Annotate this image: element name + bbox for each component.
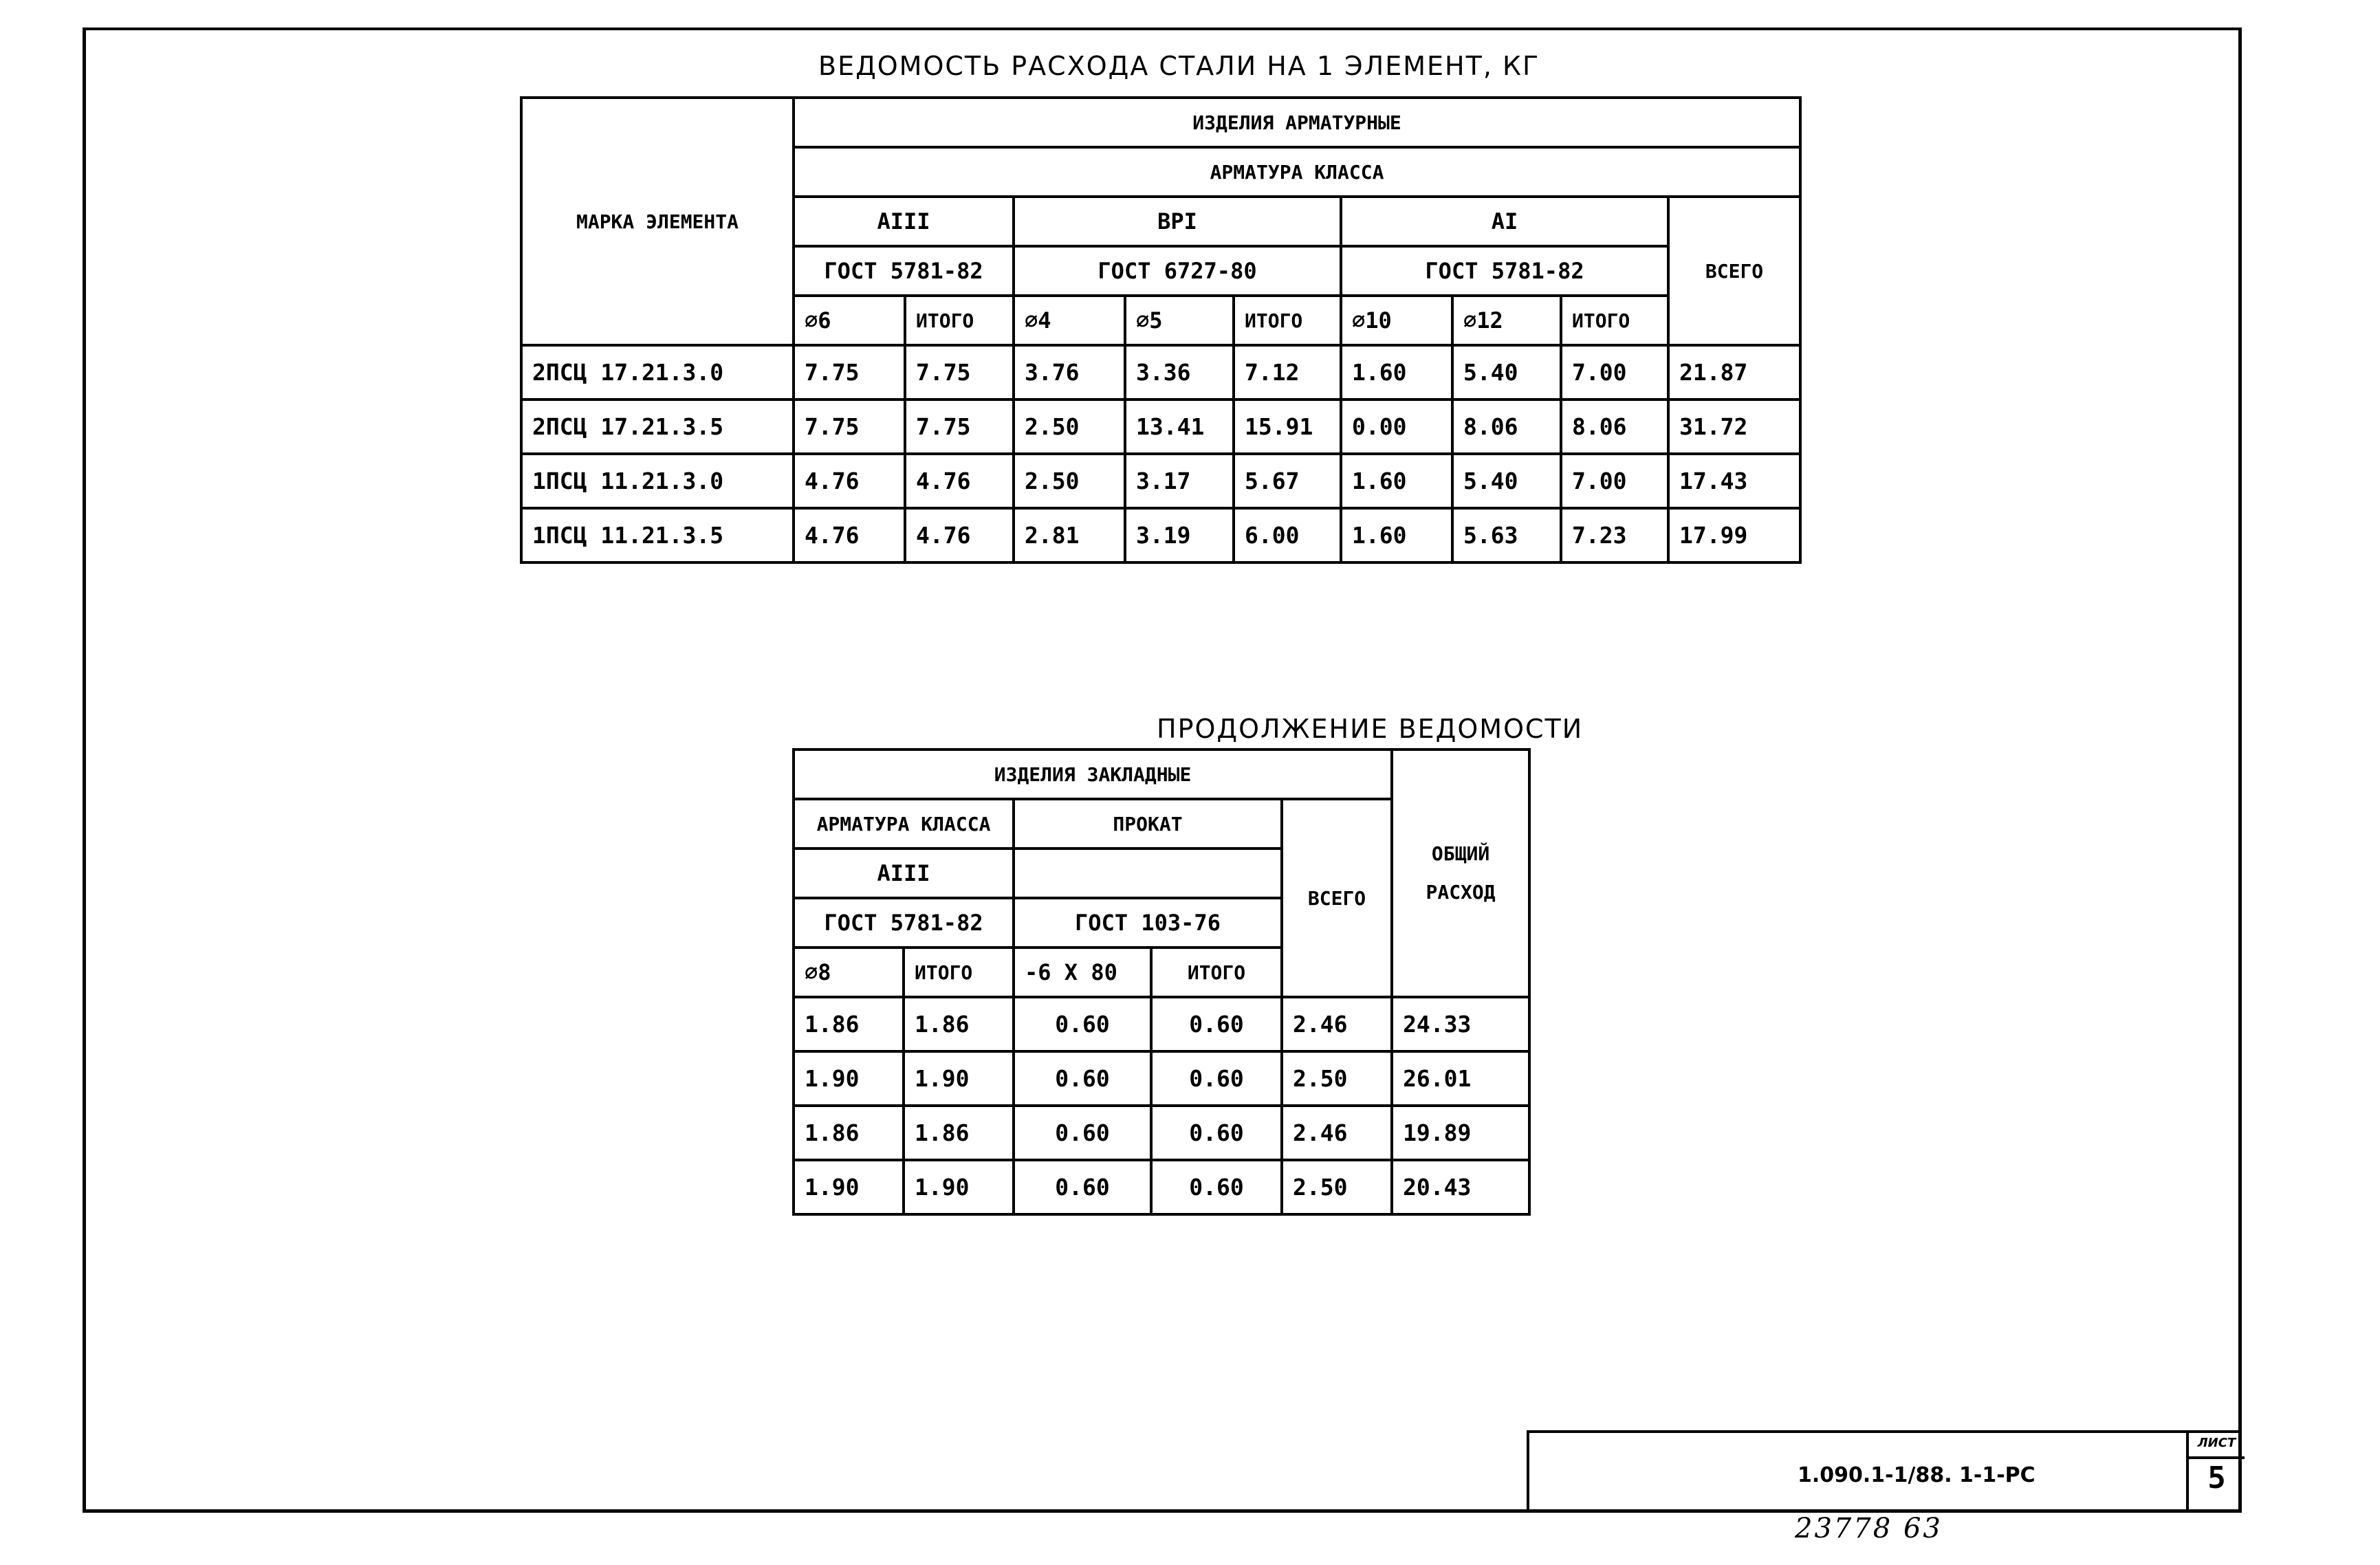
total-header: ВСЕГО (1282, 799, 1392, 997)
sub-plate: -6 X 80 (1014, 948, 1151, 997)
cell: 4.76 (905, 508, 1014, 562)
cell: 7.75 (905, 345, 1014, 400)
cell: 24.33 (1392, 997, 1529, 1051)
drawing-frame-top (83, 28, 2242, 30)
cell: 2.46 (1282, 997, 1392, 1051)
cell: 5.67 (1234, 454, 1341, 508)
cell: 5.63 (1452, 508, 1561, 562)
group-header: ИЗДЕЛИЯ АРМАТУРНЫЕ (794, 98, 1800, 147)
cell: 17.43 (1668, 454, 1800, 508)
gost-bpi: ГОСТ 6727-80 (1014, 246, 1341, 296)
common-header (1392, 749, 1529, 997)
cell: 4.76 (794, 508, 905, 562)
cell: 26.01 (1392, 1051, 1529, 1106)
cell: 1.86 (904, 1106, 1014, 1160)
gost-prokat: ГОСТ 103-76 (1014, 898, 1282, 948)
sub-d4: ∅4 (1014, 296, 1125, 345)
class-aiii: AIII (794, 197, 1014, 246)
cell: 7.12 (1234, 345, 1341, 400)
cell: 31.72 (1668, 400, 1800, 454)
sub-total-prokat: ИТОГО (1151, 948, 1282, 997)
table-row (521, 454, 1800, 508)
steel-table-main (520, 96, 1802, 564)
cell: 1.86 (794, 997, 904, 1051)
cell: 2.50 (1014, 400, 1125, 454)
row-mark: 1ПСЦ 11.21.3.0 (521, 454, 794, 508)
table-row (521, 508, 1800, 562)
cell: 2.46 (1282, 1106, 1392, 1160)
sub-total-aiii: ИТОГО (905, 296, 1014, 345)
document-code: 1.090.1-1/88. 1-1-РС (1798, 1463, 2035, 1487)
class-aiii: AIII (794, 849, 1014, 898)
table-row (521, 400, 1800, 454)
sub-d5: ∅5 (1125, 296, 1234, 345)
common-line2: РАСХОД (1426, 881, 1496, 904)
cell: 5.40 (1452, 454, 1561, 508)
cell: 1.90 (904, 1051, 1014, 1106)
cell: 2.50 (1014, 454, 1125, 508)
cell: 7.00 (1561, 345, 1668, 400)
sub-d10: ∅10 (1341, 296, 1452, 345)
cell: 1.86 (904, 997, 1014, 1051)
cell: 1.60 (1341, 508, 1452, 562)
cell: 3.17 (1125, 454, 1234, 508)
row-mark: 2ПСЦ 17.21.3.0 (521, 345, 794, 400)
table-row (794, 997, 1529, 1051)
cell: 7.75 (794, 345, 905, 400)
cell: 1.60 (1341, 345, 1452, 400)
cell: 0.60 (1014, 1051, 1151, 1106)
cell: 4.76 (794, 454, 905, 508)
sheet-box (2186, 1433, 2245, 1513)
class-header: АРМАТУРА КЛАССА (794, 147, 1800, 197)
inventory-number: 23778 63 (1795, 1513, 1943, 1544)
cell: 0.60 (1151, 1160, 1282, 1214)
cell: 7.23 (1561, 508, 1668, 562)
cell: 7.00 (1561, 454, 1668, 508)
gost-ai: ГОСТ 5781-82 (1341, 246, 1668, 296)
cell: 3.76 (1014, 345, 1125, 400)
cell: 4.76 (905, 454, 1014, 508)
sub-total-aiii: ИТОГО (904, 948, 1014, 997)
cell: 7.75 (794, 400, 905, 454)
mark-header: МАРКА ЭЛЕМЕНТА (521, 98, 794, 345)
row-mark: 1ПСЦ 11.21.3.5 (521, 508, 794, 562)
cell: 2.81 (1014, 508, 1125, 562)
title-block (1527, 1430, 2242, 1513)
sheet-number: 5 (2207, 1460, 2226, 1496)
cell: 1.86 (794, 1106, 904, 1160)
cell: 7.75 (905, 400, 1014, 454)
cell: 5.40 (1452, 345, 1561, 400)
table-row (794, 1160, 1529, 1214)
cell: 1.60 (1341, 454, 1452, 508)
common-line1: ОБЩИЙ (1431, 842, 1490, 865)
cell: 1.90 (794, 1051, 904, 1106)
cell: 0.60 (1014, 1106, 1151, 1160)
sub-d6: ∅6 (794, 296, 905, 345)
cell: 1.90 (904, 1160, 1014, 1214)
gost-aiii: ГОСТ 5781-82 (794, 898, 1014, 948)
cell: 0.60 (1151, 997, 1282, 1051)
table-row (794, 1106, 1529, 1160)
class-header: АРМАТУРА КЛАССА (794, 799, 1014, 849)
cell: 13.41 (1125, 400, 1234, 454)
cell: 15.91 (1234, 400, 1341, 454)
cell: 8.06 (1452, 400, 1561, 454)
cell: 20.43 (1392, 1160, 1529, 1214)
cell: 3.19 (1125, 508, 1234, 562)
steel-table-continuation (792, 748, 1531, 1216)
sub-total-bpi: ИТОГО (1234, 296, 1341, 345)
total-header: ВСЕГО (1668, 197, 1800, 345)
cell: 21.87 (1668, 345, 1800, 400)
cell: 0.60 (1151, 1106, 1282, 1160)
table-row (794, 1051, 1529, 1106)
prokat-empty (1014, 849, 1282, 898)
cell: 8.06 (1561, 400, 1668, 454)
cell: 3.36 (1125, 345, 1234, 400)
cell: 19.89 (1392, 1106, 1529, 1160)
cell: 0.60 (1014, 997, 1151, 1051)
cell: 0.60 (1014, 1160, 1151, 1214)
cell: 1.90 (794, 1160, 904, 1214)
table2-title: ПРОДОЛЖЕНИЕ ВЕДОМОСТИ (1157, 714, 1584, 744)
table1-title: ВЕДОМОСТЬ РАСХОДА СТАЛИ НА 1 ЭЛЕМЕНТ, КГ (818, 51, 1540, 81)
sheet-label: ЛИСТ (2189, 1433, 2245, 1459)
cell: 0.00 (1341, 400, 1452, 454)
cell: 2.50 (1282, 1051, 1392, 1106)
class-bpi: BPI (1014, 197, 1341, 246)
cell: 0.60 (1151, 1051, 1282, 1106)
row-mark: 2ПСЦ 17.21.3.5 (521, 400, 794, 454)
class-ai: AI (1341, 197, 1668, 246)
table-row (521, 345, 1800, 400)
cell: 6.00 (1234, 508, 1341, 562)
gost-aiii: ГОСТ 5781-82 (794, 246, 1014, 296)
sub-d8: ∅8 (794, 948, 904, 997)
sub-total-ai: ИТОГО (1561, 296, 1668, 345)
prokat-header: ПРОКАТ (1014, 799, 1282, 849)
cell: 2.50 (1282, 1160, 1392, 1214)
cell: 17.99 (1668, 508, 1800, 562)
sub-d12: ∅12 (1452, 296, 1561, 345)
group-header: ИЗДЕЛИЯ ЗАКЛАДНЫЕ (794, 749, 1392, 799)
